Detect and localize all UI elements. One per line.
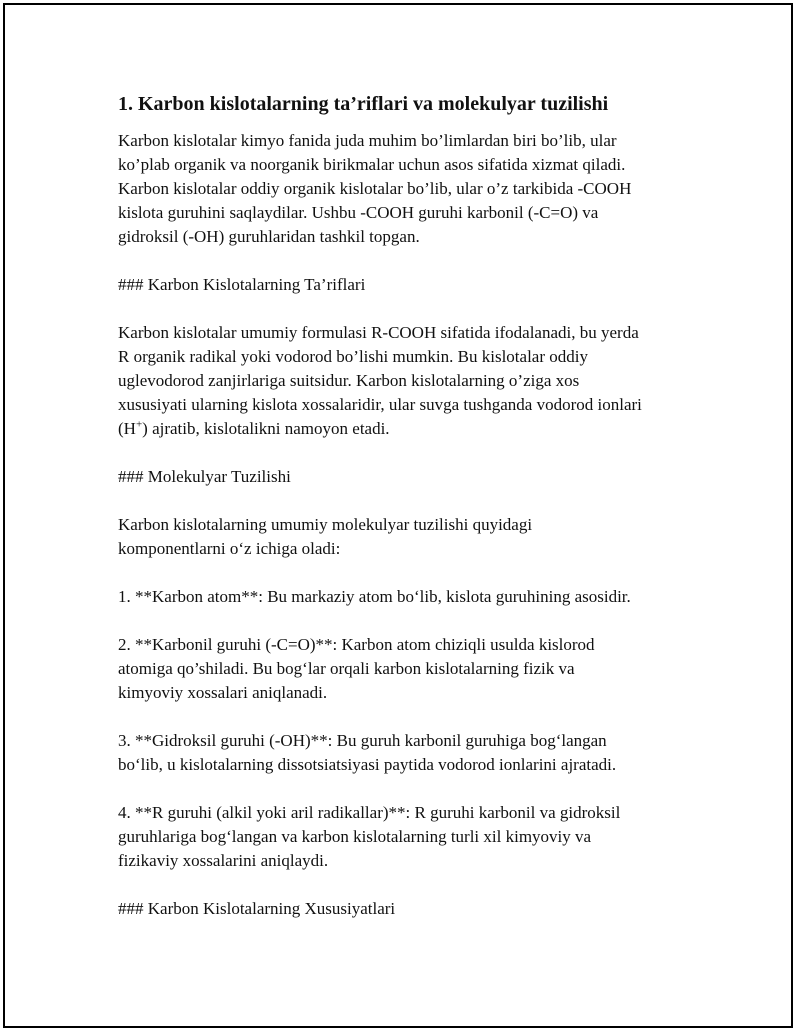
text-line: fizikaviy xossalarini aniqlaydi. [118, 851, 329, 870]
text-line: atomiga qo’shiladi. Bu bog‘lar orqali karbon kislotalarning fizik va [118, 659, 575, 678]
superscript-plus: + [135, 418, 143, 431]
intro-paragraph [118, 129, 698, 249]
structure-paragraph [118, 513, 698, 561]
section-heading-structure: ### Molekulyar Tuzilishi [118, 467, 291, 486]
definitions-paragraph [118, 321, 698, 441]
text-line [118, 417, 698, 441]
text-line: 3. **Gidroksil guruhi (-OH)**: Bu guruh karbonil guruhiga bog‘langan [118, 731, 607, 750]
list-item-hydroxyl-group [118, 729, 698, 777]
section-heading-definitions: ### Karbon Kislotalarning Ta’riflari [118, 275, 366, 294]
text-line: 2. **Karbonil guruhi (-C=O)**: Karbon atom chiziqli usulda kislorod [118, 635, 595, 654]
list-item-r-group [118, 801, 698, 873]
text-line: komponentlarni o‘z ichiga oladi: [118, 539, 341, 558]
text-fragment: (H [118, 419, 136, 438]
text-fragment: ) ajratib, kislotalikni namoyon etadi. [142, 419, 390, 438]
text-line: kimyoviy xossalari aniqlanadi. [118, 683, 328, 702]
text-line: ko’plab organik va noorganik birikmalar uchun asos sifatida xizmat qiladi. [118, 155, 626, 174]
text-line: xususiyati ularning kislota xossalaridir, ular suvga tushganda vodorod ionlari [118, 395, 642, 414]
text-line: Karbon kislotalar oddiy organik kislotalar bo’lib, ular o’z tarkibida -COOH [118, 179, 632, 198]
text-line: kislota guruhini saqlaydilar. Ushbu -COOH guruhi karbonil (-C=O) va [118, 203, 599, 222]
document-title: 1. Karbon kislotalarning ta’riflari va molekulyar tuzilishi [118, 93, 609, 115]
list-item-carbon-atom [118, 585, 698, 609]
text-line: uglevodorod zanjirlariga suitsidur. Karbon kislotalarning o’ziga xos [118, 371, 580, 390]
list-item-carbonyl-group [118, 633, 698, 705]
text-line: 1. **Karbon atom**: Bu markaziy atom bo‘lib, kislota guruhining asosidir. [118, 587, 631, 606]
text-line: gidroksil (-OH) guruhlaridan tashkil topgan. [118, 227, 420, 246]
text-line: guruhlariga bog‘langan va karbon kislotalarning turli xil kimyoviy va [118, 827, 592, 846]
text-line: Karbon kislotalarning umumiy molekulyar tuzilishi quyidagi [118, 515, 533, 534]
text-line: Karbon kislotalar kimyo fanida juda muhim bo’limlardan biri bo’lib, ular [118, 131, 617, 150]
text-line: bo‘lib, u kislotalarning dissotsiatsiyasi paytida vodorod ionlarini ajratadi. [118, 755, 617, 774]
text-line: Karbon kislotalar umumiy formulasi R-COOH sifatida ifodalanadi, bu yerda [118, 323, 639, 342]
document-body [118, 91, 698, 945]
text-line: R organik radikal yoki vodorod bo’lishi mumkin. Bu kislotalar oddiy [118, 347, 588, 366]
section-heading-properties: ### Karbon Kislotalarning Xususiyatlari [118, 899, 396, 918]
text-line: 4. **R guruhi (alkil yoki aril radikallar)**: R guruhi karbonil va gidroksil [118, 803, 621, 822]
